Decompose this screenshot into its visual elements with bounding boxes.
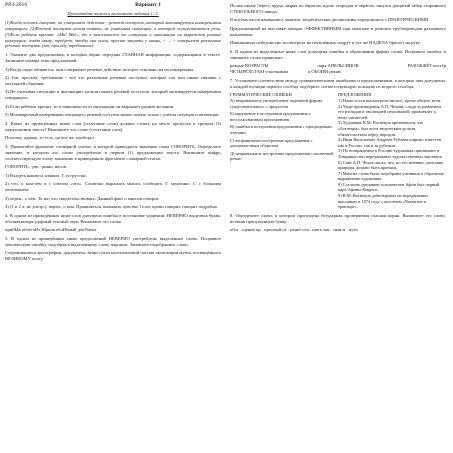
sentence-item: 4) Иван Васильевич Андреев Рублёва широко известен как в России, так и за рубежом.	[338, 137, 441, 148]
option-4: 4) Если ребёнок кричит, то в зависимости от интонации он выражает разные желания.	[5, 103, 174, 109]
task-8: 8. Определите слово, в котором пропущена безударная проверяемая гласная корня. Выпишите это слово, вставив пропущенную букву.	[230, 212, 446, 224]
dictionary-sense-4: 4) (1 и 2 л. не употр.), перен., о ком. Проявляться, вызывать чувства. Голос крови говорит, говорит подробно.	[5, 203, 219, 209]
dictionary-sense-1: 1) Владеть каким-н. языком. Г. по-русски.	[5, 172, 87, 178]
task-4: 4. В одном из приведённых ниже слов допущена ошибка в постановке ударения: НЕВЕРНО выделена буква, обозначающая ударный гласный звук. Выпишите это слово.	[5, 212, 221, 224]
option-5: 5) Мотивируемый намерениями говорящего речевой поступок можно понять только с учётом ситуации и интонации.	[5, 112, 220, 118]
task-7-table	[230, 92, 446, 209]
word-form: разные ВОЗРАСТЫ	[230, 63, 269, 69]
task-2: 2. Какое из приведённых ниже слов (сочетание слов) должно стоять на месте пропуска в третьем (3) предложении текста? Выпишите это слово (сочетание слов).	[5, 121, 221, 132]
dictionary-sense-3: 3) перен., о чём. То же, что свидетельствовать. Данный факт о многом говорит.	[5, 195, 160, 201]
dictionary-headword: ГОВОРИТЬ, -рю, -ришь; несов.	[5, 164, 68, 170]
task-5: 5. В одном из приведённых ниже предложений НЕВЕРНО употреблено выделенное слово. Исправьте лексическую ошибку, подобрав к выделенному слову пароним. Запишите подобранное слово.	[5, 236, 221, 247]
right-column	[230, 3, 446, 265]
word-form: РАЗОЖЖЁТ костёр	[407, 63, 446, 69]
option-2: 2) Зов, просьба, требование - всё это различные речевые поступки, которые так или иначе связаны с ситуацией общения.	[5, 75, 221, 86]
option-1: 1) Когда люди общаются, они совершают речевое действие, которое основано на их намерениях.	[5, 66, 195, 72]
sentence-item: 3) Художник В.М. Васнецов признавался, что «Богатырь» был всем творческим долгом, обязательством перед народом.	[338, 120, 424, 137]
task-5-sentence-5: Именинница победоносно посмотрела на изумлённых подруг и тут же НАДЕЛА браслет на руку.	[230, 40, 421, 46]
task-5-sentence-3: В восемь часов начинались занятия: теоретические дисциплины чередовались с ПРАКТИЧЕСКИМИ.	[230, 17, 430, 23]
table-header-errors: ГРАММАТИЧЕСКИЕ ОШИБКИ	[230, 92, 292, 98]
sentence-item: 7) Многие слова были подобраны учеником к образному выражению художника.	[338, 170, 445, 182]
sentence-item: 8) Согласно преданию основателем Афин был первый царь Афины Кекропс.	[338, 181, 440, 193]
variant-title: Вариант 1	[135, 2, 161, 8]
word-form: к ОБОИМ рекам	[308, 69, 341, 75]
task-4-words: прибЫв облегчИт Юркая облИчный докУмент	[5, 227, 97, 233]
word-form: ЧЕТЫРЁХСТАМ участникам	[230, 69, 289, 75]
option-3: 3) Не учитывая ситуацию и интонацию, нельзя понять речевой поступок, который мотивируется намерением говорящего.	[5, 89, 221, 101]
doc-code: РРЗ-2016	[5, 2, 28, 8]
task-5-sentence: Сохранившиеся фотографии, документы, вещи стали неотъемлемой частью экспозиции музея, посвящённого ВЕЛИКОМУ поэту.	[5, 250, 221, 262]
dictionary-sense-2: 2) что, о ком-чём и с союзом «что». Словесно выражать мысли, сообщать. Г. медленно. Г. с большим увлечением.	[5, 181, 221, 193]
sentence-item: 2) Чаще произведения А.П. Чехова, следя за развитием его взглядов и эволюцией персонажей, привлекает к нему читателей.	[338, 103, 441, 120]
left-column	[5, 3, 221, 265]
sentence-item: 1) Наши гости высмотрели ничего, кроме общего всем.	[338, 97, 442, 103]
error-item: Г) неправильное построение предложения с деепричастным оборотом	[230, 137, 313, 149]
error-item: Б) нарушение в построении предложения с несогласованным приложением	[230, 111, 311, 122]
task-3: 3. Прочитайте фрагмент словарной статьи, в которой приводятся значения слова ГОВОРИТЬ. Определите значение, в котором это слово употреблено в первом (1) предложении текста. Выпишите цифру, соответствующую этому значению в приведённом фрагменте словарной статьи.	[5, 144, 221, 162]
task-1: 1. Укажите два предложения, в которых верно передана ГЛАВНАЯ информация, содержащаяся в тексте. Запишите номера этих предложений.	[5, 52, 221, 64]
sentence-item: 9) В.М. Васнецов дебютировал на передвижных выставках в 1874 году с полотном «Чаепитие в трактире».	[338, 193, 429, 210]
sentence-item: 6) Саве А.П. Чехов писал, что, по его мнению, описание природы должно быть кратким.	[338, 159, 444, 171]
sentence-item: 5) По возвращении в Россию художника принимают в Товарищество передвижных художественных выставок.	[338, 148, 443, 159]
task-6: 6. В одном из выделенных ниже слов допущена ошибка в образовании формы слова. Исправьте ошибку и запишите слово правильно.	[230, 48, 446, 60]
error-item: Д) неправильное построение предложения с косвенной речью	[230, 150, 334, 162]
task-7: 7. Установите соответствие между грамматическими ошибками и предложениями, в которых они допущены: к каждой позиции первого столбца подберите соответствующую позицию из второго столбца.	[230, 78, 446, 89]
task-2-words: Поэтому, однако, то есть, но всё же, наоборот	[5, 135, 95, 141]
task-5-sentence-2: По высокому берегу пруда, ныряя по оврагам, вдоль огородов и оврагов, тянулся дощатый забор старинного СТЕКОЛЬНОГО завода.	[230, 3, 446, 14]
errors-cell	[230, 98, 338, 210]
task-8-words: обог . щение пр . пресный ох . ренее сен . шать зап . сная м . нуть	[230, 227, 358, 233]
passage-text: (1)Когда человек говорит, он совершает действие - речевой поступок, который мотивируется намерениями говорящего. (2)Речевой поступок нельзя понять, не учитывая ситуацию, в которой осуществляется речь. (3)Если ребёнок кричит: «Ма! Ма!», то в зависимости от ситуации и интонации он выражает разные намерения: зовёт маму, требует, чтобы она ушла, просит защиты у мамы, < ... > совершает различные речевые поступки (зов, просьбу, требование).	[5, 19, 221, 49]
word-form: пара АПЕЛЬСИНОВ	[317, 63, 359, 69]
sentences-cell	[338, 98, 446, 210]
page-header	[5, 3, 221, 9]
error-item: А) неправильное употребление падежной формы существительного с предлогом	[230, 97, 322, 109]
table-header-sentences: ПРЕДЛОЖЕНИЯ	[338, 92, 372, 98]
task-6-words-row-2	[230, 69, 446, 75]
error-item: В) ошибка в построении предложения с однородными членами	[230, 124, 332, 135]
instruction: Прочитайте текст и выполните задания 1–3.	[67, 10, 159, 16]
task-5-sentence-4: Предложенный на выставке аппарат ЭФФЕКТИВНЫМ при монтаже и ремонте трубопроводов различного назначения.	[230, 25, 446, 37]
